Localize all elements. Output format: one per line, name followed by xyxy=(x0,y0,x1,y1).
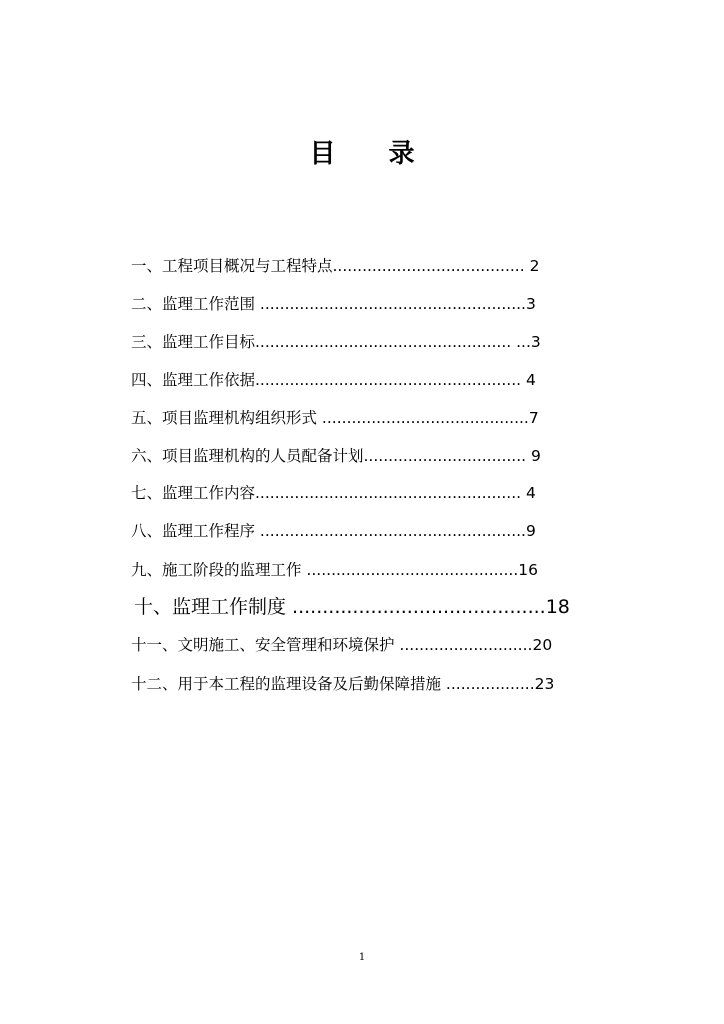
page-title: 目 录 xyxy=(309,139,437,169)
toc-entry: 四、监理工作依据...................................................... 4 xyxy=(131,371,536,389)
toc-entry: 二、监理工作范围 ......................................................3 xyxy=(131,295,536,313)
toc-entry: 七、监理工作内容...................................................... 4 xyxy=(131,484,536,502)
toc-entry: 十一、文明施工、安全管理和环境保护 ...........................20 xyxy=(131,636,553,654)
toc-entry: 三、监理工作目标.................................................... ...3 xyxy=(131,333,541,351)
toc-entry: 一、工程项目概况与工程特点....................................... 2 xyxy=(131,257,540,275)
toc-entry: 九、施工阶段的监理工作 ...........................................16 xyxy=(131,561,539,579)
toc-entry: 十二、用于本工程的监理设备及后勤保障措施 ..................23 xyxy=(131,675,555,693)
toc-entry: 六、项目监理机构的人员配备计划................................. 9 xyxy=(131,447,541,465)
toc-entry: 五、项目监理机构组织形式 ..........................................7 xyxy=(131,409,539,427)
page-number: 1 xyxy=(358,952,366,963)
toc-entry: 十、监理工作制度 ..........................................18 xyxy=(134,596,570,618)
toc-entry: 八、监理工作程序 ......................................................9 xyxy=(131,522,536,540)
